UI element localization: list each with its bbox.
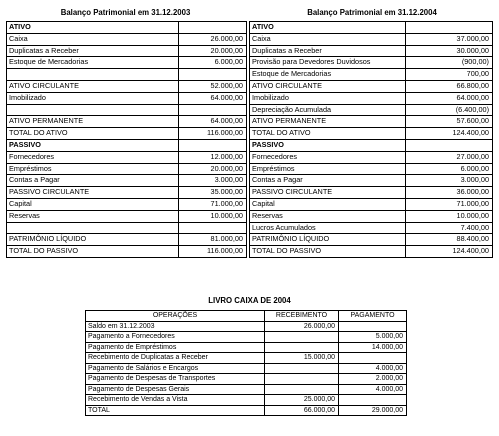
row-value: 66.800,00 <box>406 80 493 92</box>
row-value: 64.000,00 <box>406 92 493 104</box>
row-label: Reservas <box>250 210 406 222</box>
row-label: Fornecedores <box>250 151 406 163</box>
receipt-cell <box>265 342 339 353</box>
column-header-pagamento: PAGAMENTO <box>339 311 407 322</box>
receipt-cell: 25.000,00 <box>265 395 339 406</box>
row-value: 71.000,00 <box>179 198 247 210</box>
row-label <box>7 69 179 81</box>
table-row <box>7 45 247 57</box>
row-value: (900,00) <box>406 57 493 69</box>
row-label: PATRIMÔNIO LÍQUIDO <box>7 234 179 246</box>
row-label: Reservas <box>7 210 179 222</box>
row-label: TOTAL DO PASSIVO <box>250 246 406 258</box>
row-value <box>406 139 493 151</box>
row-label: TOTAL DO ATIVO <box>250 128 406 140</box>
row-value <box>179 104 247 116</box>
row-value: (6.400,00) <box>406 104 493 116</box>
column-header-recebimento: RECEBIMENTO <box>265 311 339 322</box>
row-value: 116.000,00 <box>179 128 247 140</box>
row-label: Imobilizado <box>250 92 406 104</box>
table-row <box>250 210 493 222</box>
operation-cell: Saldo em 31.12.2003 <box>86 321 265 332</box>
table-row <box>86 363 407 374</box>
row-value: 20.000,00 <box>179 45 247 57</box>
row-label: Estoque de Mercadorias <box>250 69 406 81</box>
operation-cell: Recebimento de Vendas a Vista <box>86 395 265 406</box>
row-label: Caixa <box>7 33 179 45</box>
row-label <box>7 104 179 116</box>
table-row <box>7 22 247 34</box>
table-row <box>7 210 247 222</box>
row-label <box>7 222 179 234</box>
table-row <box>86 374 407 385</box>
row-value: 10.000,00 <box>179 210 247 222</box>
table-row <box>7 175 247 187</box>
payment-cell: 5.000,00 <box>339 332 407 343</box>
row-value: 26.000,00 <box>179 33 247 45</box>
row-value: 6.000,00 <box>179 57 247 69</box>
row-value: 6.000,00 <box>406 163 493 175</box>
table-row <box>250 104 493 116</box>
table-row <box>7 69 247 81</box>
row-label: Duplicatas a Receber <box>7 45 179 57</box>
cash-book-table <box>85 310 407 416</box>
receipt-cell <box>265 363 339 374</box>
payment-cell: 14.000,00 <box>339 342 407 353</box>
row-value: 88.400,00 <box>406 234 493 246</box>
row-value <box>179 22 247 34</box>
operation-cell: Pagamento a Fornecedores <box>86 332 265 343</box>
row-label: PASSIVO <box>7 139 179 151</box>
row-value: 81.000,00 <box>179 234 247 246</box>
payment-cell: 4.000,00 <box>339 384 407 395</box>
receipt-cell <box>265 374 339 385</box>
row-value: 124.400,00 <box>406 128 493 140</box>
row-value: 64.000,00 <box>179 116 247 128</box>
table-row <box>250 246 493 258</box>
balance-2004-table <box>249 21 493 258</box>
table-row <box>7 116 247 128</box>
row-value: 20.000,00 <box>179 163 247 175</box>
row-label: ATIVO CIRCULANTE <box>7 80 179 92</box>
row-label: Capital <box>7 198 179 210</box>
row-value <box>179 139 247 151</box>
row-label: Duplicatas a Receber <box>250 45 406 57</box>
receipt-cell <box>265 332 339 343</box>
table-row <box>7 234 247 246</box>
row-value <box>179 69 247 81</box>
table-row <box>7 187 247 199</box>
operation-cell: Recebimento de Duplicatas a Receber <box>86 353 265 364</box>
row-label: ATIVO <box>250 22 406 34</box>
table-row <box>250 163 493 175</box>
row-value: 57.600,00 <box>406 116 493 128</box>
row-label: ATIVO PERMANENTE <box>7 116 179 128</box>
table-row <box>250 45 493 57</box>
row-label: Lucros Acumulados <box>250 222 406 234</box>
row-value: 700,00 <box>406 69 493 81</box>
balance-2004-title: Balanço Patrimonial em 31.12.2004 <box>307 8 437 17</box>
row-value: 3.000,00 <box>406 175 493 187</box>
row-value: 36.000,00 <box>406 187 493 199</box>
payment-cell <box>339 353 407 364</box>
row-label: PATRIMÔNIO LÍQUIDO <box>250 234 406 246</box>
table-row <box>86 395 407 406</box>
table-row <box>250 57 493 69</box>
table-row <box>7 163 247 175</box>
row-label: Empréstimos <box>7 163 179 175</box>
table-row <box>250 116 493 128</box>
table-row <box>250 198 493 210</box>
balance-2003-title: Balanço Patrimonial em 31.12.2003 <box>60 8 191 17</box>
table-row <box>250 234 493 246</box>
row-value: 71.000,00 <box>406 198 493 210</box>
table-row <box>86 321 407 332</box>
row-value: 12.000,00 <box>179 151 247 163</box>
row-value <box>406 22 493 34</box>
table-row <box>250 151 493 163</box>
table-row <box>7 57 247 69</box>
row-value: 27.000,00 <box>406 151 493 163</box>
row-label: PASSIVO CIRCULANTE <box>250 187 406 199</box>
row-label: ATIVO PERMANENTE <box>250 116 406 128</box>
row-value: 64.000,00 <box>179 92 247 104</box>
row-label: Empréstimos <box>250 163 406 175</box>
table-row <box>7 92 247 104</box>
operation-cell: Pagamento de Empréstimos <box>86 342 265 353</box>
table-row <box>7 246 247 258</box>
column-header-operacoes: OPERAÇÕES <box>86 311 265 322</box>
row-label: ATIVO <box>7 22 179 34</box>
table-row <box>250 22 493 34</box>
table-row <box>7 139 247 151</box>
row-value: 30.000,00 <box>406 45 493 57</box>
row-value: 35.000,00 <box>179 187 247 199</box>
table-row <box>7 198 247 210</box>
table-row <box>7 33 247 45</box>
table-row <box>250 222 493 234</box>
table-row <box>250 80 493 92</box>
row-value: 7.400,00 <box>406 222 493 234</box>
receipt-cell <box>265 384 339 395</box>
table-row <box>250 33 493 45</box>
table-row <box>250 69 493 81</box>
payment-cell <box>339 321 407 332</box>
balance-2003-table <box>6 21 247 258</box>
table-row <box>7 151 247 163</box>
row-label: Capital <box>250 198 406 210</box>
row-label: Depreciação Acumulada <box>250 104 406 116</box>
row-label: Imobilizado <box>7 92 179 104</box>
row-label: TOTAL DO ATIVO <box>7 128 179 140</box>
row-value <box>179 222 247 234</box>
table-row <box>7 104 247 116</box>
cash-book-header-row <box>86 311 407 322</box>
row-value: 124.400,00 <box>406 246 493 258</box>
cash-book-title: LIVRO CAIXA DE 2004 <box>208 296 291 305</box>
row-label: PASSIVO CIRCULANTE <box>7 187 179 199</box>
table-row <box>86 342 407 353</box>
table-row <box>86 405 407 416</box>
row-label: Contas a Pagar <box>250 175 406 187</box>
table-row <box>250 128 493 140</box>
row-value: 52.000,00 <box>179 80 247 92</box>
row-label: Provisão para Devedores Duvidosos <box>250 57 406 69</box>
row-label: PASSIVO <box>250 139 406 151</box>
row-label: Estoque de Mercadorias <box>7 57 179 69</box>
operation-cell: TOTAL <box>86 405 265 416</box>
table-row <box>7 80 247 92</box>
operation-cell: Pagamento de Salários e Encargos <box>86 363 265 374</box>
row-value: 3.000,00 <box>179 175 247 187</box>
row-label: Caixa <box>250 33 406 45</box>
row-label: ATIVO CIRCULANTE <box>250 80 406 92</box>
row-label: Contas a Pagar <box>7 175 179 187</box>
payment-cell: 29.000,00 <box>339 405 407 416</box>
receipt-cell: 66.000,00 <box>265 405 339 416</box>
table-row <box>250 187 493 199</box>
operation-cell: Pagamento de Despesas de Transportes <box>86 374 265 385</box>
operation-cell: Pagamento de Despesas Gerais <box>86 384 265 395</box>
row-label: TOTAL DO PASSIVO <box>7 246 179 258</box>
receipt-cell: 26.000,00 <box>265 321 339 332</box>
receipt-cell: 15.000,00 <box>265 353 339 364</box>
row-label: Fornecedores <box>7 151 179 163</box>
table-row <box>250 175 493 187</box>
table-row <box>7 222 247 234</box>
table-row <box>86 332 407 343</box>
row-value: 116.000,00 <box>179 246 247 258</box>
payment-cell: 2.000,00 <box>339 374 407 385</box>
table-row <box>86 353 407 364</box>
table-row <box>7 128 247 140</box>
payment-cell: 4.000,00 <box>339 363 407 374</box>
row-value: 10.000,00 <box>406 210 493 222</box>
row-value: 37.000,00 <box>406 33 493 45</box>
table-row <box>86 384 407 395</box>
table-row <box>250 92 493 104</box>
table-row <box>250 139 493 151</box>
payment-cell <box>339 395 407 406</box>
